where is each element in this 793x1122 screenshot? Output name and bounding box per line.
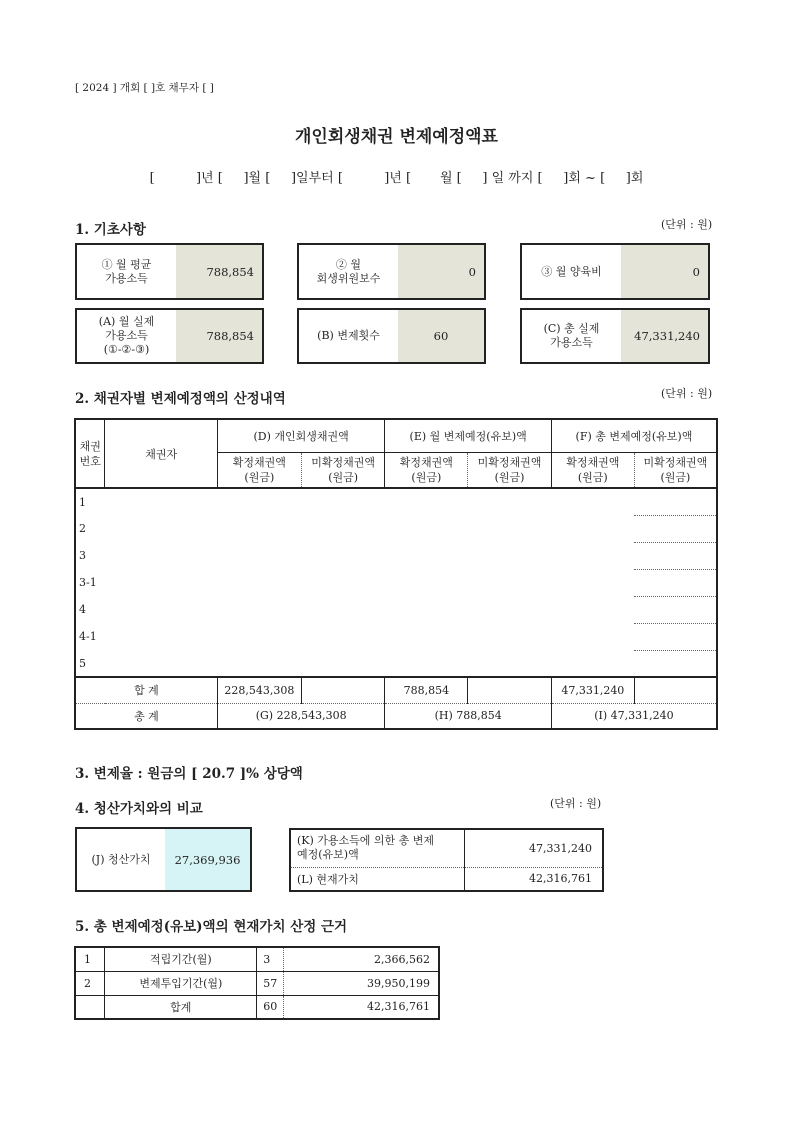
child-support-value: 0 (621, 245, 708, 298)
creditor-cell (385, 569, 468, 596)
creditor-cell (217, 623, 301, 650)
table-row (75, 947, 439, 971)
liquidation-value: 27,369,936 (165, 829, 250, 890)
table-row (75, 623, 717, 650)
total-g: (G) 228,543,308 (217, 703, 385, 729)
actual-income-box (75, 308, 264, 364)
d-confirmed-header: 확정채권액 (원금) (217, 452, 301, 488)
creditor-no: 3 (79, 549, 86, 562)
sum-f-unconfirmed (634, 677, 717, 703)
creditor-cell (217, 650, 301, 677)
creditor-cell (551, 623, 634, 650)
section3-heading: 3. 변제율 : 원금의 [ 20.7 ]% 상당액 (75, 766, 303, 782)
total-actual-income-value: 47,331,240 (621, 310, 708, 362)
present-value-table (74, 946, 440, 1020)
creditor-no: 4-1 (79, 630, 97, 643)
creditor-cell (468, 542, 552, 569)
sum-f-confirmed: 47,331,240 (551, 677, 634, 703)
creditor-table (74, 418, 718, 730)
table-row (75, 650, 717, 677)
creditor-cell (468, 569, 552, 596)
creditor-cell (468, 650, 552, 677)
payment-count-value: 60 (398, 310, 484, 362)
creditor-cell (301, 596, 385, 623)
comparison-table (289, 828, 604, 892)
table-row (75, 995, 439, 1019)
creditor-cell (551, 515, 634, 542)
child-support-label: ③ 월 양육비 (541, 264, 602, 278)
table-row (75, 488, 717, 515)
monthly-avg-income-value: 788,854 (176, 245, 262, 298)
creditor-cell (551, 650, 634, 677)
col-creditor: 채권자 (105, 419, 217, 488)
creditor-cell (634, 542, 717, 569)
unit-label-2: (단위 : 원) (661, 387, 713, 400)
d-unconfirmed-header: 미확정채권액 (원금) (301, 452, 385, 488)
creditor-cell (105, 596, 217, 623)
creditor-cell (551, 596, 634, 623)
creditor-cell (217, 596, 301, 623)
case-header: [ 2024 ] 개회 [ ]호 채무자 [ ] (75, 82, 214, 94)
l-label: (L) 현재가치 (290, 867, 465, 891)
sum-e-confirmed: 788,854 (385, 677, 468, 703)
creditor-cell (468, 623, 552, 650)
section1-heading: 1. 기초사항 (75, 222, 146, 238)
creditor-cell (634, 488, 717, 515)
pv-label: 변제투입기간(월) (105, 971, 257, 995)
child-support-box (520, 243, 710, 300)
table-row (75, 596, 717, 623)
creditor-cell (217, 542, 301, 569)
col-e-header: (E) 월 변제예정(유보)액 (385, 419, 551, 452)
creditor-cell (301, 515, 385, 542)
creditor-cell (468, 488, 552, 515)
sum-label: 합 계 (75, 677, 217, 703)
creditor-no: 4 (79, 603, 86, 616)
section2-heading: 2. 채권자별 변제예정액의 산정내역 (75, 391, 286, 407)
pv-no: 1 (75, 947, 105, 971)
sum-d-unconfirmed (301, 677, 385, 703)
creditor-cell (634, 596, 717, 623)
creditor-cell (385, 515, 468, 542)
creditor-cell (385, 596, 468, 623)
creditor-cell (468, 515, 552, 542)
creditor-cell (301, 569, 385, 596)
table-row (75, 515, 717, 542)
col-d-header: (D) 개인회생채권액 (217, 419, 385, 452)
payment-count-box (297, 308, 486, 364)
table-row (75, 542, 717, 569)
creditor-no: 2 (79, 522, 86, 535)
f-confirmed-header: 확정채권액 (원금) (551, 452, 634, 488)
section5-heading: 5. 총 변제예정(유보)액의 현재가치 산정 근거 (75, 919, 348, 935)
creditor-cell (634, 515, 717, 542)
total-h: (H) 788,854 (385, 703, 551, 729)
unit-label-4: (단위 : 원) (550, 797, 602, 810)
creditor-cell (551, 488, 634, 515)
creditor-cell (385, 488, 468, 515)
actual-income-value: 788,854 (176, 310, 262, 362)
creditor-cell (634, 650, 717, 677)
creditor-cell (217, 569, 301, 596)
pv-no (75, 995, 105, 1019)
pv-months: 57 (257, 971, 284, 995)
creditor-no: 3-1 (79, 576, 97, 589)
total-actual-income-label: (C) 총 실제 가용소득 (543, 322, 600, 349)
creditor-cell (105, 623, 217, 650)
pv-no: 2 (75, 971, 105, 995)
sum-d-confirmed: 228,543,308 (217, 677, 301, 703)
trustee-fee-value: 0 (398, 245, 484, 298)
creditor-cell (301, 542, 385, 569)
creditor-cell (385, 542, 468, 569)
e-confirmed-header: 확정채권액 (원금) (385, 452, 468, 488)
pv-months: 3 (257, 947, 284, 971)
section4-heading: 4. 청산가치와의 비교 (75, 801, 203, 817)
creditor-cell (634, 569, 717, 596)
creditor-cell (105, 515, 217, 542)
creditor-cell (301, 488, 385, 515)
table-row (75, 569, 717, 596)
pv-amount: 2,366,562 (284, 947, 439, 971)
k-label: (K) 가용소득에 의한 총 변제 예정(유보)액 (290, 829, 465, 867)
liquidation-value-box (75, 827, 252, 892)
creditor-cell (468, 596, 552, 623)
creditor-cell (105, 569, 217, 596)
pv-label: 적립기간(월) (105, 947, 257, 971)
creditor-cell (217, 515, 301, 542)
payment-period: [ ]년 [ ]월 [ ]일부터 [ ]년 [ 월 [ ] 일 까지 [ ]회 ~ [ ]회 (149, 171, 644, 186)
pv-label: 합계 (105, 995, 257, 1019)
creditor-cell (385, 623, 468, 650)
sum-e-unconfirmed (468, 677, 552, 703)
creditor-cell (634, 623, 717, 650)
f-unconfirmed-header: 미확정채권액 (원금) (634, 452, 717, 488)
payment-count-label: (B) 변제횟수 (317, 329, 380, 342)
l-value: 42,316,761 (529, 872, 592, 886)
creditor-cell (217, 488, 301, 515)
trustee-fee-box (297, 243, 486, 300)
col-creditor-no: 채권 번호 (75, 419, 105, 488)
pv-amount: 42,316,761 (367, 1000, 430, 1014)
creditor-no: 5 (79, 656, 86, 670)
creditor-no: 1 (79, 495, 86, 509)
col-f-header: (F) 총 변제예정(유보)액 (551, 419, 717, 452)
creditor-cell (105, 542, 217, 569)
creditor-cell (551, 542, 634, 569)
total-i: (I) 47,331,240 (594, 709, 674, 723)
k-value: 47,331,240 (465, 829, 603, 867)
creditor-cell (301, 650, 385, 677)
actual-income-label: (A) 월 실제 가용소득 (①-②-③) (98, 315, 155, 356)
table-row (75, 971, 439, 995)
pv-months: 60 (257, 995, 284, 1019)
page-title: 개인회생채권 변제예정액표 (295, 127, 498, 147)
trustee-fee-label: ② 월 회생위원보수 (316, 257, 381, 285)
monthly-avg-income-label: ① 월 평균 가용소득 (101, 257, 152, 285)
creditor-cell (105, 488, 217, 515)
creditor-cell (105, 650, 217, 677)
liquidation-label: (J) 청산가치 (91, 852, 151, 866)
monthly-avg-income-box (75, 243, 264, 300)
total-actual-income-box (520, 308, 710, 364)
creditor-cell (301, 623, 385, 650)
unit-label-1: (단위 : 원) (661, 218, 713, 231)
pv-amount: 39,950,199 (284, 971, 439, 995)
creditor-cell (551, 569, 634, 596)
creditor-cell (385, 650, 468, 677)
total-label: 총 계 (75, 703, 217, 729)
e-unconfirmed-header: 미확정채권액 (원금) (468, 452, 552, 488)
